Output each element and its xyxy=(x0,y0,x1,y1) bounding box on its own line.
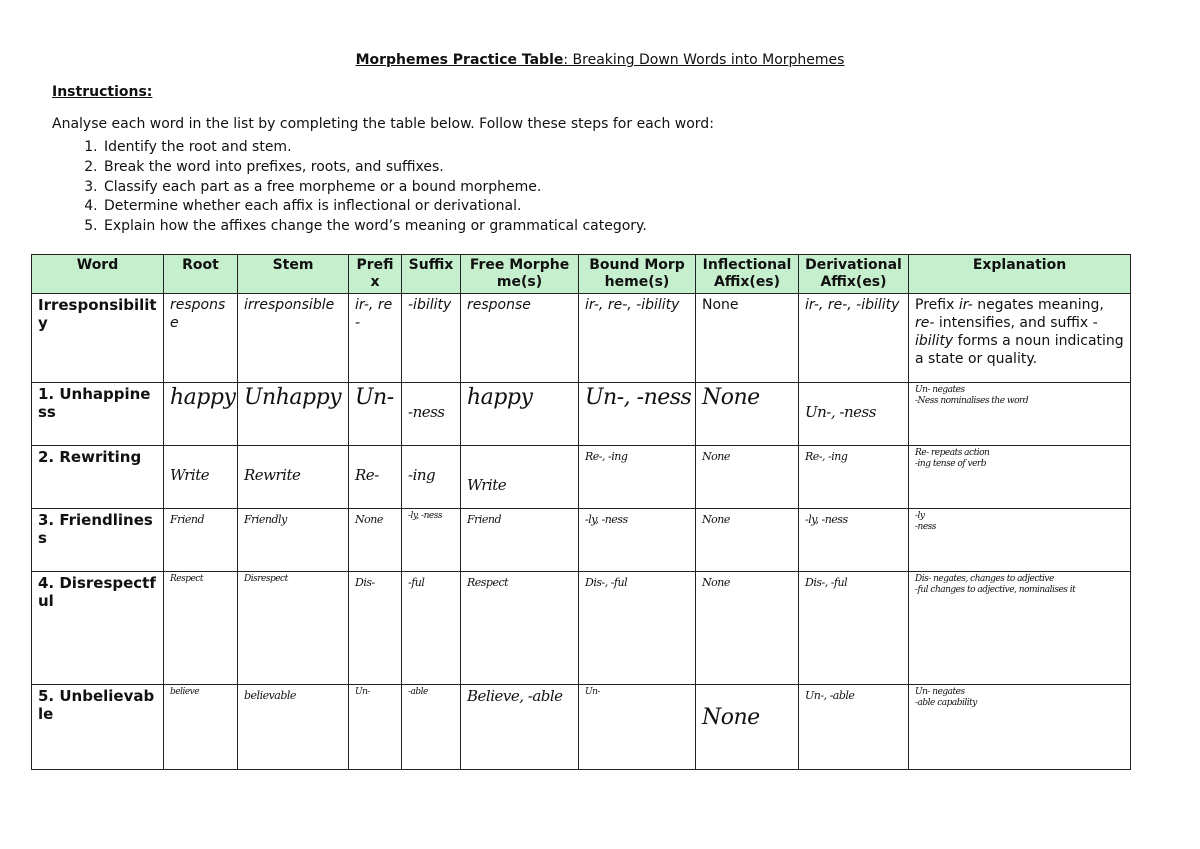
header-inflectional: Inflectional Affix(es) xyxy=(696,255,799,294)
cell-free xyxy=(461,294,579,383)
handwritten-prefix: Re- xyxy=(355,466,379,484)
cell-derivational xyxy=(799,383,909,446)
table-row xyxy=(32,446,1131,509)
handwritten-expl-line: -Ness nominalises the word xyxy=(915,396,1029,406)
handwritten-bound: Un- xyxy=(585,687,600,697)
cell-stem xyxy=(238,572,349,685)
cell-prefix xyxy=(349,509,402,572)
header-word: Word xyxy=(32,255,164,294)
cell-root xyxy=(164,685,238,770)
handwritten-prefix: Un- xyxy=(355,385,394,410)
handwritten-derivational: Dis-, -ful xyxy=(805,576,848,589)
handwritten-inflectional: None xyxy=(702,450,730,463)
handwritten-expl-line: Dis- negates, changes to adjective xyxy=(915,574,1054,584)
handwritten-root: Friend xyxy=(170,513,205,526)
cell-explanation xyxy=(909,446,1131,509)
handwritten-prefix: Un- xyxy=(355,687,370,697)
header-suffix: Suffix xyxy=(402,255,461,294)
handwritten-free: Write xyxy=(467,476,507,494)
table-row-example xyxy=(32,294,1131,383)
handwritten-free: happy xyxy=(467,385,533,410)
instruction-steps xyxy=(52,138,1102,237)
cell-stem xyxy=(238,383,349,446)
cell-stem xyxy=(238,446,349,509)
cell-suffix xyxy=(402,446,461,509)
handwritten-stem: Unhappy xyxy=(244,385,342,410)
cell-prefix xyxy=(349,685,402,770)
cell-suffix xyxy=(402,509,461,572)
cell-stem-text: irresponsible xyxy=(244,297,335,313)
cell-word: 5. Unbelievable xyxy=(32,685,164,770)
cell-prefix xyxy=(349,294,402,383)
cell-bound xyxy=(579,572,696,685)
handwritten-suffix: -ing xyxy=(408,466,436,484)
cell-root xyxy=(164,383,238,446)
header-row xyxy=(32,255,1131,294)
cell-word: 2. Rewriting xyxy=(32,446,164,509)
cell-root-text: response xyxy=(170,297,226,331)
handwritten-inflectional: None xyxy=(702,705,760,730)
cell-explanation xyxy=(909,685,1131,770)
cell-inflectional xyxy=(696,383,799,446)
step-item: 4. Determine whether each affix is inflectional or derivational. xyxy=(102,197,1102,217)
cell-suffix-text: -ibility xyxy=(408,297,452,313)
cell-bound-text: ir-, re-, -ibility xyxy=(585,297,680,313)
table-row xyxy=(32,509,1131,572)
cell-stem xyxy=(238,685,349,770)
handwritten-prefix: Dis- xyxy=(355,576,375,589)
header-bound-morphemes: Bound Morpheme(s) xyxy=(579,255,696,294)
handwritten-bound: Re-, -ing xyxy=(585,450,628,463)
handwritten-root: Write xyxy=(170,466,210,484)
cell-root xyxy=(164,294,238,383)
cell-bound xyxy=(579,294,696,383)
cell-inflectional: None xyxy=(696,294,799,383)
cell-suffix xyxy=(402,572,461,685)
instructions-heading: Instructions: xyxy=(52,84,153,100)
cell-root xyxy=(164,509,238,572)
handwritten-expl-line: -ly xyxy=(915,511,925,521)
page-title xyxy=(0,52,1200,68)
cell-free xyxy=(461,509,579,572)
expl-part: intensifies, and suffix xyxy=(934,315,1093,331)
handwritten-expl-line: -ing tense of verb xyxy=(915,459,986,469)
handwritten-suffix: -ness xyxy=(408,403,445,421)
expl-part: Prefix xyxy=(915,297,959,313)
handwritten-prefix: None xyxy=(355,513,383,526)
cell-word: Irresponsibility xyxy=(32,294,164,383)
cell-word: 4. Disrespectful xyxy=(32,572,164,685)
cell-bound xyxy=(579,383,696,446)
step-item: 5. Explain how the affixes change the word’s meaning or grammatical category. xyxy=(102,217,1102,237)
cell-derivational xyxy=(799,294,909,383)
handwritten-stem: Disrespect xyxy=(244,574,288,584)
handwritten-derivational: Re-, -ing xyxy=(805,450,848,463)
cell-explanation xyxy=(909,383,1131,446)
cell-suffix xyxy=(402,294,461,383)
cell-inflectional xyxy=(696,509,799,572)
header-derivational: Derivational Affix(es) xyxy=(799,255,909,294)
morphemes-table xyxy=(31,254,1131,770)
title-bold: Morphemes Practice Table xyxy=(355,52,564,68)
header-prefix: Prefix xyxy=(349,255,402,294)
table-row xyxy=(32,572,1131,685)
handwritten-derivational: -ly, -ness xyxy=(805,513,848,526)
handwritten-expl-line: Un- negates xyxy=(915,687,965,697)
instructions-intro: Analyse each word in the list by completing the table below. Follow these steps for each word: xyxy=(52,116,714,132)
cell-prefix xyxy=(349,446,402,509)
handwritten-suffix: -ful xyxy=(408,576,425,589)
expl-affix: ir- xyxy=(958,297,973,313)
cell-prefix xyxy=(349,572,402,685)
title-rest: : Breaking Down Words into Morphemes xyxy=(563,52,845,68)
handwritten-root: believe xyxy=(170,687,200,697)
expl-part: forms a noun indicating a state or quality. xyxy=(915,333,1124,367)
handwritten-free: Friend xyxy=(467,513,502,526)
cell-inflectional xyxy=(696,572,799,685)
header-explanation: Explanation xyxy=(909,255,1131,294)
cell-suffix xyxy=(402,383,461,446)
expl-affix: -ibility xyxy=(915,315,1098,349)
header-root: Root xyxy=(164,255,238,294)
handwritten-suffix: -ly, -ness xyxy=(408,511,442,521)
cell-free-text: response xyxy=(467,297,531,313)
expl-affix: re- xyxy=(915,315,935,331)
cell-inflectional xyxy=(696,685,799,770)
handwritten-derivational: Un-, -able xyxy=(805,689,855,702)
step-item: 1. Identify the root and stem. xyxy=(102,138,1102,158)
cell-inflectional xyxy=(696,446,799,509)
cell-derivational xyxy=(799,685,909,770)
handwritten-stem: believable xyxy=(244,689,296,702)
table-row xyxy=(32,383,1131,446)
cell-free xyxy=(461,685,579,770)
cell-word: 3. Friendliness xyxy=(32,509,164,572)
handwritten-root: happy xyxy=(170,385,236,410)
cell-derivational xyxy=(799,572,909,685)
step-item: 3. Classify each part as a free morpheme or a bound morpheme. xyxy=(102,178,1102,198)
header-stem: Stem xyxy=(238,255,349,294)
cell-prefix-text: ir-, re- xyxy=(355,297,393,331)
cell-stem xyxy=(238,509,349,572)
cell-root xyxy=(164,572,238,685)
cell-bound xyxy=(579,685,696,770)
handwritten-bound: -ly, -ness xyxy=(585,513,628,526)
handwritten-free: Respect xyxy=(467,576,509,589)
cell-explanation xyxy=(909,509,1131,572)
handwritten-free: Believe, -able xyxy=(467,687,563,705)
handwritten-inflectional: None xyxy=(702,513,730,526)
cell-suffix xyxy=(402,685,461,770)
expl-part: negates meaning, xyxy=(972,297,1104,313)
handwritten-bound: Un-, -ness xyxy=(585,385,692,410)
cell-bound xyxy=(579,446,696,509)
handwritten-stem: Rewrite xyxy=(244,466,301,484)
cell-derivational xyxy=(799,509,909,572)
table-row xyxy=(32,685,1131,770)
handwritten-expl-line: Un- negates xyxy=(915,385,965,395)
handwritten-expl-line: Re- repeats action xyxy=(915,448,990,458)
handwritten-bound: Dis-, -ful xyxy=(585,576,628,589)
handwritten-expl-line: -ful changes to adjective, nominalises it xyxy=(915,585,1076,595)
cell-free xyxy=(461,383,579,446)
cell-explanation xyxy=(909,572,1131,685)
cell-prefix xyxy=(349,383,402,446)
handwritten-inflectional: None xyxy=(702,385,760,410)
cell-word: 1. Unhappiness xyxy=(32,383,164,446)
handwritten-expl-line: -able capability xyxy=(915,698,977,708)
cell-free xyxy=(461,572,579,685)
header-free-morphemes: Free Morpheme(s) xyxy=(461,255,579,294)
handwritten-root: Respect xyxy=(170,574,203,584)
cell-free xyxy=(461,446,579,509)
cell-derivational-text: ir-, re-, -ibility xyxy=(805,297,900,313)
handwritten-suffix: -able xyxy=(408,687,428,697)
handwritten-inflectional: None xyxy=(702,576,730,589)
cell-root xyxy=(164,446,238,509)
handwritten-expl-line: -ness xyxy=(915,522,936,532)
handwritten-derivational: Un-, -ness xyxy=(805,403,876,421)
cell-bound xyxy=(579,509,696,572)
cell-explanation xyxy=(909,294,1131,383)
handwritten-stem: Friendly xyxy=(244,513,287,526)
cell-stem xyxy=(238,294,349,383)
step-item: 2. Break the word into prefixes, roots, and suffixes. xyxy=(102,158,1102,178)
cell-derivational xyxy=(799,446,909,509)
